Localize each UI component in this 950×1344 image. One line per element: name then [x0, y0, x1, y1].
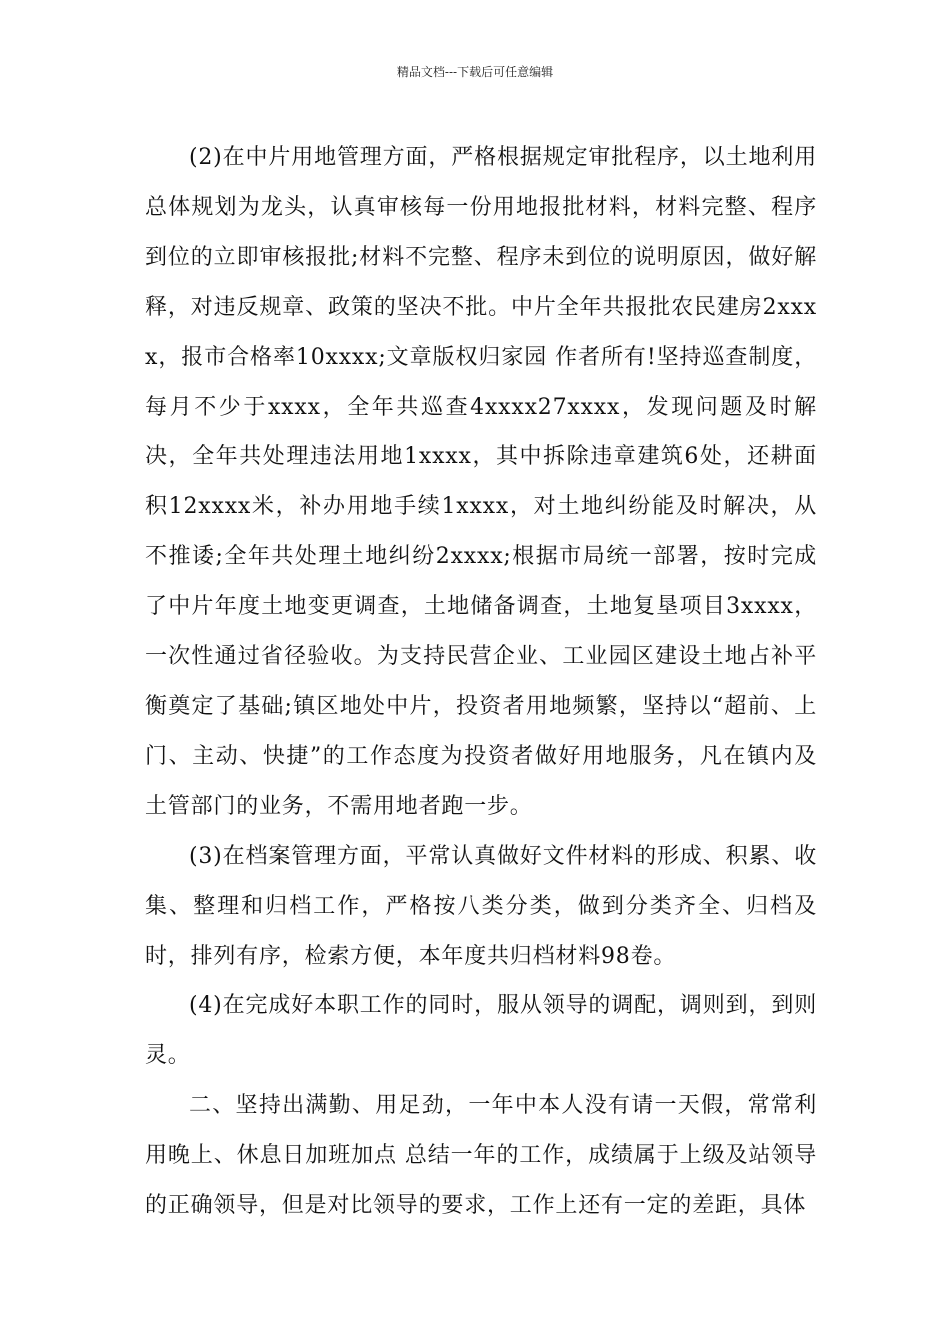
- paragraph-obey-leadership: (4)在完成好本职工作的同时，服从领导的调配，调则到，到则灵。: [145, 993, 817, 1069]
- paragraph-attendance: 二、坚持出满勤、用足劲，一年中本人没有请一天假，常常利用晚上、休息日加班加点 总结一年的工作，成绩属于上级及站领导的正确领导，但是对比领导的要求，工作上还有一定的差距，具体: [145, 1093, 817, 1219]
- page-header: 精品文档---下载后可任意编辑: [396, 65, 554, 79]
- paragraph-archive-management: (3)在档案管理方面，平常认真做好文件材料的形成、积累、收集、整理和归档工作，严格按八类分类，做到分类齐全、归档及时，排列有序，检索方便，本年度共归档材料98卷。: [145, 843, 817, 969]
- paragraph-land-management: (2)在中片用地管理方面，严格根据规定审批程序，以土地利用总体规划为龙头，认真审核每一份用地报批材料，材料完整、程序到位的立即审核报批;材料不完整、程序未到位的说明原因，做好解释，对违反规章、政策的坚决不批。中片全年共报批农民建房2xxxx，报市合格率10xxxx;文章版权归家园 作者所有!坚持巡查制度，每月不少于xxxx，全年共巡查4xxxx27xxxx，发现问题及时解决，全年共处理违法用地1xxxx，其中拆除违章建筑6处，还耕面积12xxxx米，补办用地手续1xxxx，对土地纠纷能及时解决，从不推诿;全年共处理土地纠纷2xxxx;根据市局统一部署，按时完成了中片年度土地变更调查，土地储备调查，土地复垦项目3xxxx，一次性通过省径验收。为支持民营企业、工业园区建设土地占补平衡奠定了基础;镇区地处中片，投资者用地频繁，坚持以“超前、上门、主动、快捷”的工作态度为投资者做好用地服务，凡在镇内及土管部门的业务，不需用地者跑一步。: [145, 145, 817, 819]
- document-body: [145, 133, 817, 1231]
